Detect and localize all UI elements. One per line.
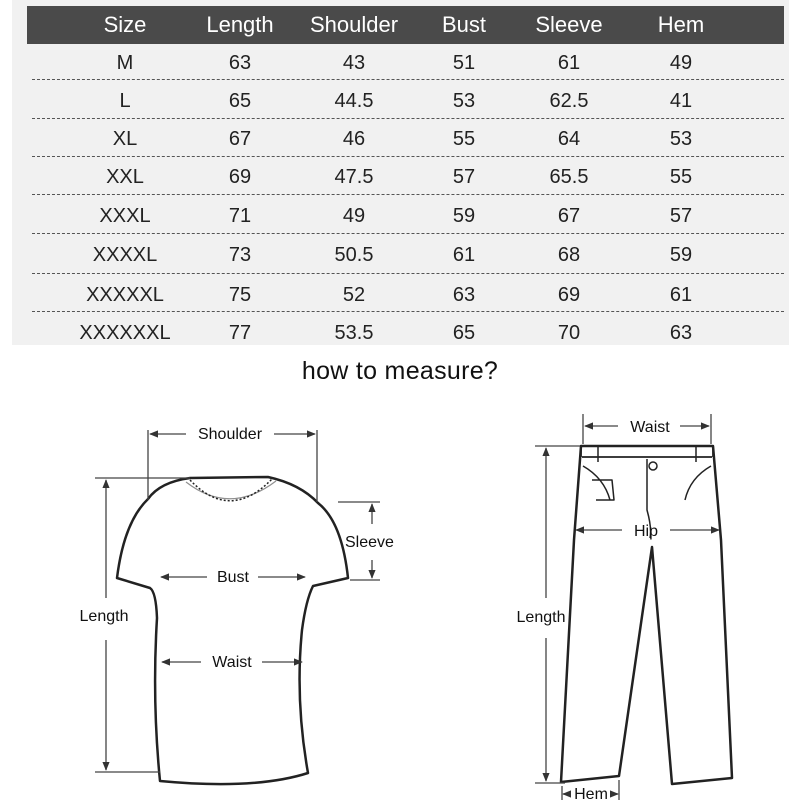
table-cell-hem: 41 xyxy=(669,90,693,112)
column-header-shoulder: Shoulder xyxy=(309,12,399,37)
row-divider xyxy=(32,79,784,80)
row-divider xyxy=(32,118,784,119)
pants-right-pocket xyxy=(685,466,711,500)
table-row xyxy=(12,119,789,157)
tshirt-outline xyxy=(117,477,348,784)
pants-waistband xyxy=(581,446,713,457)
table-cell-hem: 63 xyxy=(669,322,693,344)
table-cell-size: M xyxy=(116,52,134,74)
table-cell-bust: 53 xyxy=(452,90,476,112)
table-cell-sleeve: 67 xyxy=(557,205,581,227)
table-cell-shoulder: 53.5 xyxy=(334,322,374,344)
table-cell-bust: 59 xyxy=(452,205,476,227)
table-cell-hem: 55 xyxy=(669,166,693,188)
table-cell-length: 65 xyxy=(228,90,252,112)
row-divider xyxy=(32,311,784,312)
size-chart-header xyxy=(27,6,784,44)
table-row xyxy=(12,81,789,119)
table-row xyxy=(12,43,789,81)
table-cell-size: XXXL xyxy=(99,205,151,227)
sleeve-label: Sleeve xyxy=(345,534,394,551)
shirt-length-label: Length xyxy=(79,608,129,625)
table-cell-sleeve: 61 xyxy=(557,52,581,74)
row-divider xyxy=(32,233,784,234)
table-cell-sleeve: 70 xyxy=(557,322,581,344)
column-header-length: Length xyxy=(206,12,274,37)
table-row xyxy=(12,157,789,195)
table-cell-hem: 61 xyxy=(669,284,693,306)
table-cell-shoulder: 44.5 xyxy=(334,90,374,112)
table-cell-shoulder: 46 xyxy=(342,128,366,150)
column-header-bust: Bust xyxy=(441,12,487,37)
table-row xyxy=(12,235,789,273)
row-divider xyxy=(32,156,784,157)
table-cell-length: 63 xyxy=(228,52,252,74)
pants-length-label: Length xyxy=(516,609,566,626)
table-cell-hem: 57 xyxy=(669,205,693,227)
table-cell-length: 73 xyxy=(228,244,252,266)
table-cell-sleeve: 65.5 xyxy=(549,166,589,188)
table-cell-shoulder: 47.5 xyxy=(334,166,374,188)
table-cell-hem: 49 xyxy=(669,52,693,74)
pants-waist-label: Waist xyxy=(630,419,670,436)
table-cell-size: XXXXL xyxy=(92,244,158,266)
bust-label: Bust xyxy=(216,569,250,586)
shirt-waist-label: Waist xyxy=(212,654,252,671)
table-cell-bust: 51 xyxy=(452,52,476,74)
hip-label: Hip xyxy=(633,523,659,540)
table-cell-bust: 63 xyxy=(452,284,476,306)
table-cell-shoulder: 50.5 xyxy=(334,244,374,266)
pants-button-icon xyxy=(649,462,657,470)
table-cell-bust: 55 xyxy=(452,128,476,150)
pants-left-pocket xyxy=(583,466,614,500)
measurement-diagram xyxy=(0,400,800,800)
table-cell-bust: 65 xyxy=(452,322,476,344)
tshirt-diagram xyxy=(117,477,348,784)
tshirt-measure-lines xyxy=(95,430,380,772)
row-divider xyxy=(32,273,784,274)
table-row xyxy=(12,196,789,234)
tshirt-collar xyxy=(190,479,272,501)
size-chart-table xyxy=(12,0,789,345)
table-row xyxy=(12,275,789,313)
table-cell-bust: 57 xyxy=(452,166,476,188)
tshirt-collar-inner xyxy=(186,481,276,499)
table-cell-size: XXXXXXL xyxy=(79,322,171,344)
table-cell-size: XL xyxy=(112,128,138,150)
table-cell-sleeve: 68 xyxy=(557,244,581,266)
hem-label: Hem xyxy=(574,786,608,800)
table-cell-shoulder: 43 xyxy=(342,52,366,74)
table-cell-shoulder: 52 xyxy=(342,284,366,306)
table-cell-sleeve: 64 xyxy=(557,128,581,150)
table-cell-sleeve: 69 xyxy=(557,284,581,306)
table-cell-bust: 61 xyxy=(452,244,476,266)
shoulder-label: Shoulder xyxy=(197,426,263,443)
table-cell-hem: 59 xyxy=(669,244,693,266)
pants-diagram xyxy=(561,446,732,784)
table-cell-length: 67 xyxy=(228,128,252,150)
table-cell-size: L xyxy=(119,90,131,112)
row-divider xyxy=(32,194,784,195)
table-cell-shoulder: 49 xyxy=(342,205,366,227)
table-cell-hem: 53 xyxy=(669,128,693,150)
table-cell-sleeve: 62.5 xyxy=(549,90,589,112)
column-header-hem: Hem xyxy=(657,12,705,37)
table-cell-length: 75 xyxy=(228,284,252,306)
table-row xyxy=(12,313,789,351)
table-cell-length: 69 xyxy=(228,166,252,188)
how-to-measure-heading: how to measure? xyxy=(301,357,499,385)
table-cell-size: XXL xyxy=(106,166,144,188)
table-cell-length: 71 xyxy=(228,205,252,227)
column-header-sleeve: Sleeve xyxy=(535,12,603,37)
table-cell-length: 77 xyxy=(228,322,252,344)
column-header-size: Size xyxy=(103,12,147,37)
table-cell-size: XXXXXL xyxy=(86,284,164,306)
